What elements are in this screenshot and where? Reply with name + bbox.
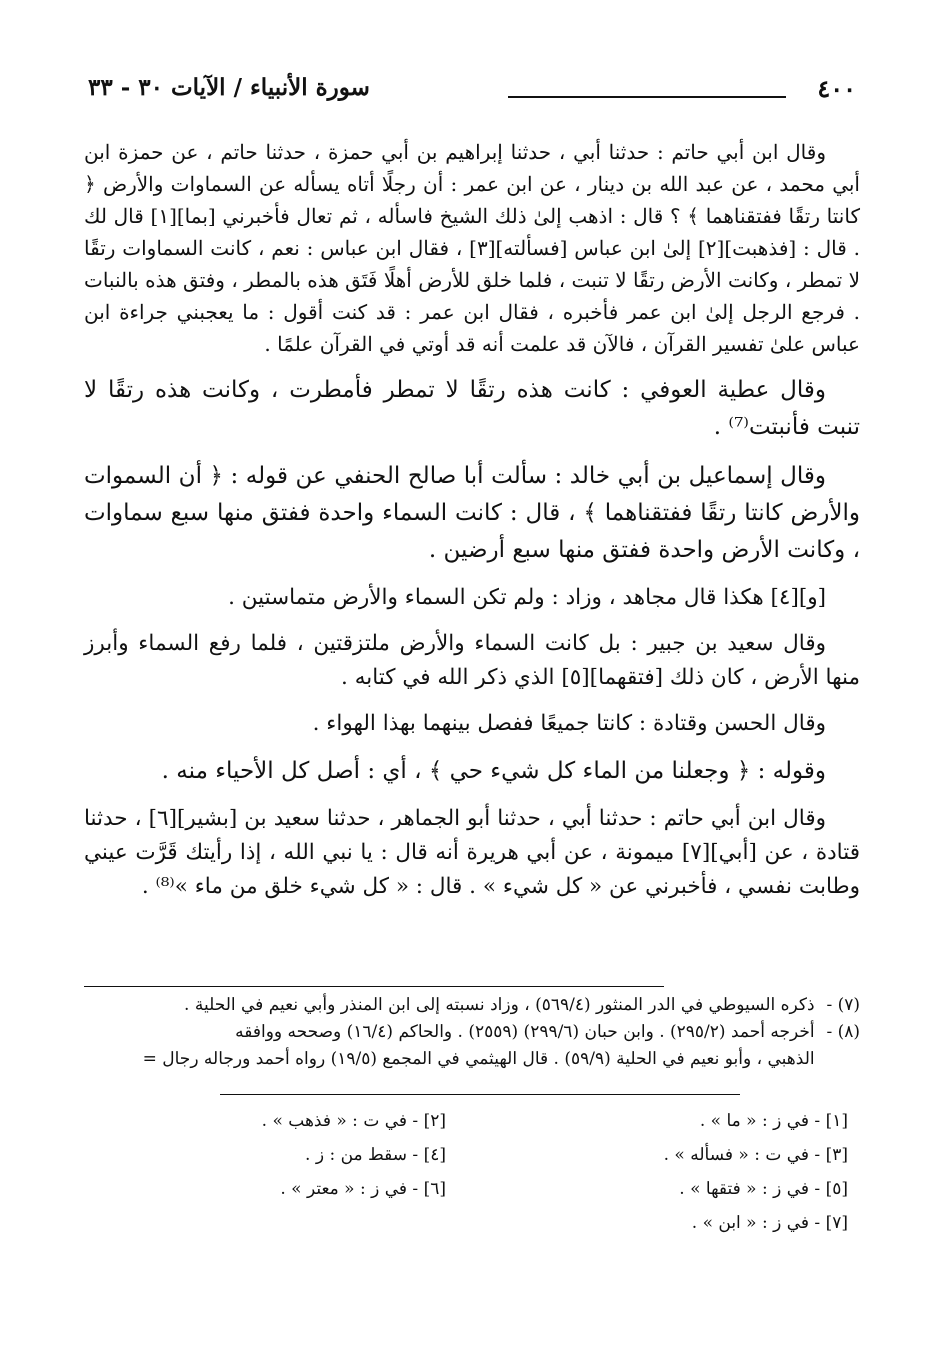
variant-6: [٦] - في ز : « معتر » . <box>280 1179 446 1199</box>
paragraph-hasan-qatada: وقال الحسن وقتادة : كانتا جميعًا ففصل بينهما بهذا الهواء . <box>312 711 826 736</box>
variant-3: [٣] - في ت : « فسأله » . <box>663 1145 848 1165</box>
manuscript-variants <box>84 1104 848 1240</box>
footnote-8 <box>84 1019 860 1046</box>
page-number: ٤٠٠ <box>817 74 856 103</box>
footnotes <box>84 992 860 1073</box>
paragraph-mujahid: [و][٤] هكذا قال مجاهد ، وزاد : ولم تكن السماء والأرض متماستين . <box>228 585 826 610</box>
paragraph-ismail: وقال إسماعيل بن أبي خالد : سألت أبا صالح الحنفي عن قوله : ﴿ أن السموات والأرض كانتا رتقًا ففتقناهما ﴾ ، قال : كانت السماء واحدة ففتق منها سبع سماوات ، وكانت الأرض واحدة ففتق منها سبع أرضين . <box>84 463 860 563</box>
footnote-8-continued <box>84 1046 860 1073</box>
footnote-text: ذكره السيوطي في الدر المنثور (٥٦٩/٤) ، وزاد نسبته إلى ابن المنذر وأبي نعيم في الحلية . <box>184 995 815 1015</box>
footnote-rule <box>84 986 860 987</box>
paragraph-ibn-abi-hatim: وقال ابن أبي حاتم : حدثنا أبي ، حدثنا إبراهيم بن أبي حمزة ، حدثنا حاتم ، عن حمزة ابن أبي محمد ، عن عبد الله بن دينار ، عن ابن عمر : أن رجلًا أتاه يسأله عن السماوات والأرض ﴿ كانتا رتقًا ففتقناهما ﴾ ؟ قال : اذهب إلىٰ ذلك الشيخ فاسأله ، ثم تعال فأخبرني [بما][١] قال لك . قال : [فذهبت][٢] إلىٰ ابن عباس [فسألته][٣] ، فقال ابن عباس : نعم ، كانت السماوات رتقًا لا تمطر ، وكانت الأرض رتقًا لا تنبت ، فلما خلق للأرض أهلًا فَتَق هذه بالمطر ، وفتق هذه بالنبات . فرجع الرجل إلىٰ ابن عمر فأخبره ، فقال ابن عمر : قد كنت أقول : ما يعجبني جراءة ابن عباس علىٰ تفسير القرآن ، فالآن قد علمت أنه قد أوتي في القرآن علمًا . <box>84 140 861 356</box>
page-header <box>88 70 856 112</box>
footnote-number: (٧) - <box>826 995 860 1015</box>
variant-4: [٤] - سقط من : ز . <box>305 1145 446 1165</box>
paragraph-abu-hurayra: وقال ابن أبي حاتم : حدثنا أبي ، حدثنا أبو الجماهر ، حدثنا سعيد بن [بشير][٦] ، حدثنا قتادة ، عن [أبي][٧] ميمونة ، عن أبي هريرة أنه قال : يا نبي الله ، إذا رأيتك قَرَّت عيني وطابت نفسي ، فأخبرني عن « كل شيء » . قال : « كل شيء خلق من ماء »⁽⁸⁾ . <box>84 806 860 899</box>
variants-rule <box>220 1094 740 1095</box>
footnote-text: أخرجه أحمد (٢٩٥/٢) . وابن حبان (٢٩٩/٦) (٢٥٥٩) . والحاكم (١٦/٤) وصححه ووافقه <box>235 1022 815 1042</box>
variant-1: [١] - في ز : « ما » . <box>699 1111 848 1131</box>
paragraph-verse: وقوله : ﴿ وجعلنا من الماء كل شيء حي ﴾ ، أي : أصل كل الأحياء منه . <box>161 758 826 784</box>
paragraph-said-ibn-jubayr: وقال سعيد بن جبير : بل كانت السماء والأرض ملتزقتين ، فلما رفع السماء وأبرز منها الأرض ، كان ذلك [فتقهما][٥] الذي ذكر الله في كتابه . <box>84 631 860 690</box>
variant-2: [٢] - في ت : « فذهب » . <box>261 1111 446 1131</box>
variant-5: [٥] - في ز : « فتقها » . <box>679 1179 848 1199</box>
variant-7: [٧] - في ز : « ابن » . <box>691 1213 848 1233</box>
footnote-number: (٨) - <box>826 1022 860 1042</box>
footnote-7 <box>84 992 860 1019</box>
paragraph-atiyya: وقال عطية العوفي : كانت هذه رتقًا لا تمطر فأمطرت ، وكانت هذه رتقًا لا تنبت فأنبتت⁽⁷⁾ . <box>84 377 860 440</box>
footnote-text: الذهبي ، وأبو نعيم في الحلية (٥٩/٩) . قال الهيثمي في المجمع (١٩/٥) رواه أحمد ورجاله رجال = <box>142 1049 815 1069</box>
header-rule <box>508 96 786 98</box>
running-title: سورة الأنبياء / الآيات ٣٠ - ٣٣ <box>88 74 370 101</box>
main-text <box>84 136 860 916</box>
